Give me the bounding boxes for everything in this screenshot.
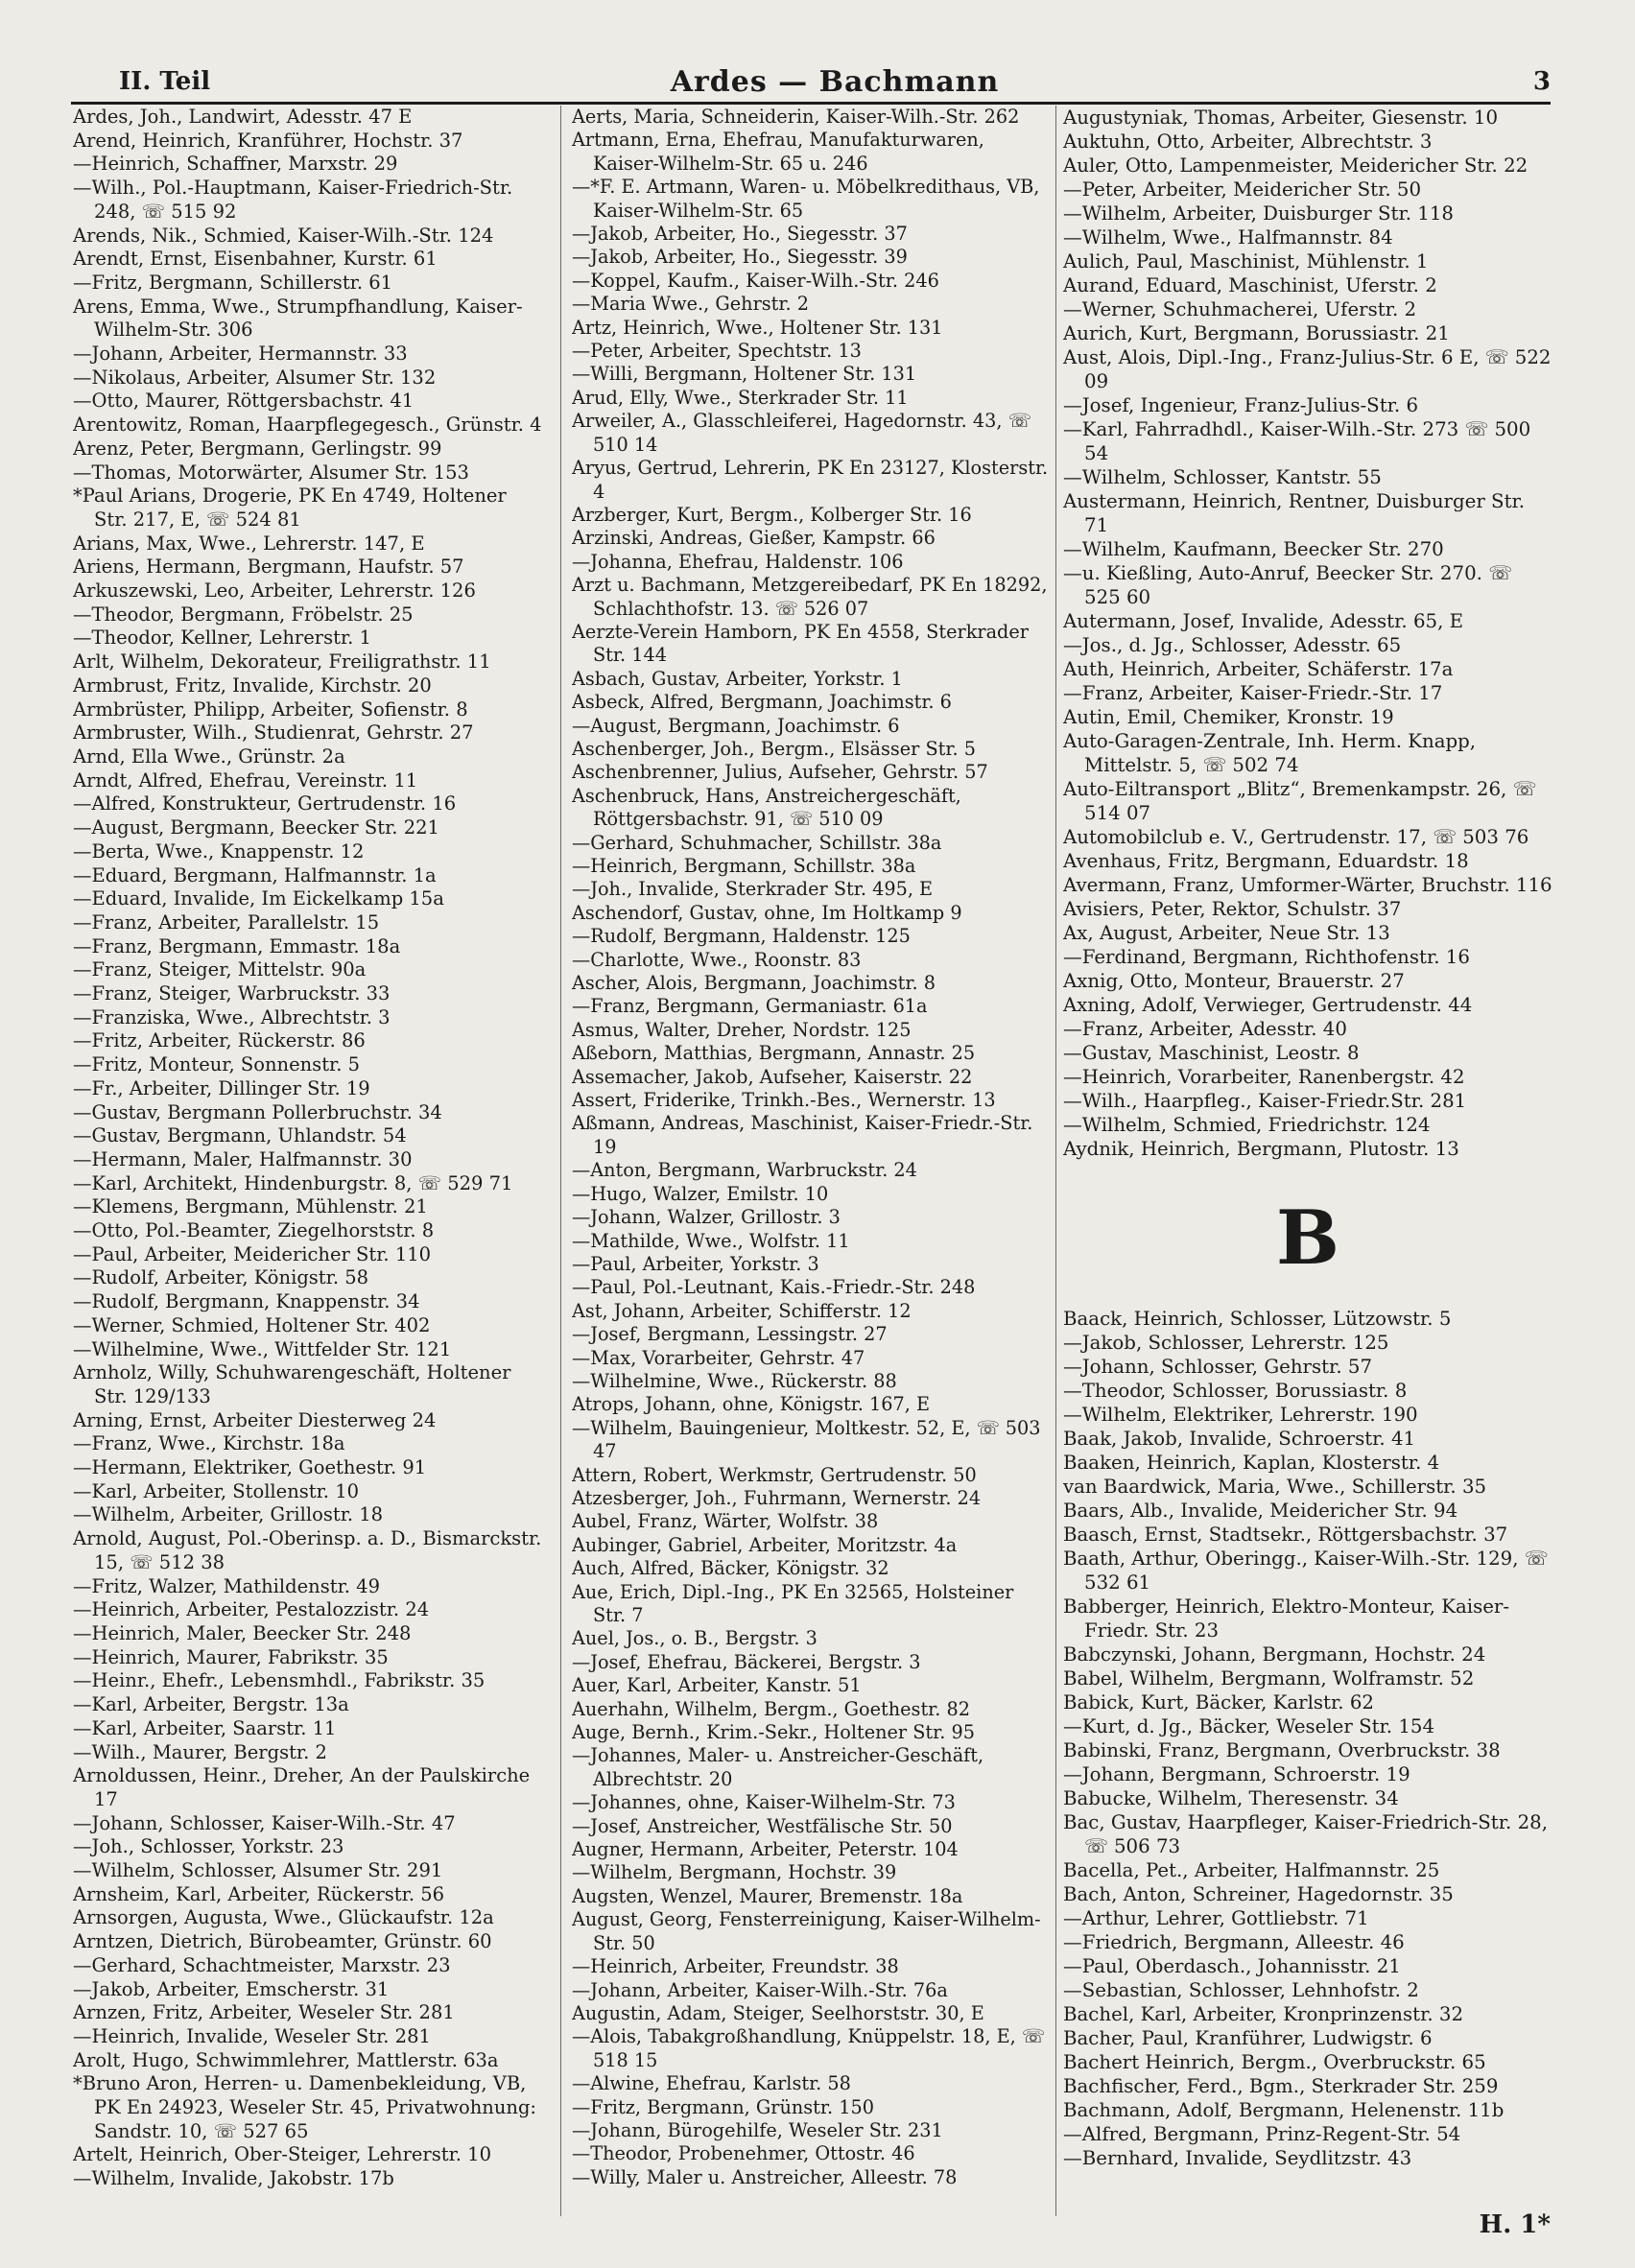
directory-entry: Baack, Heinrich, Schlosser, Lützowstr. 5: [1063, 1308, 1452, 1330]
directory-entry: Arning, Ernst, Arbeiter Diesterweg 24: [73, 1408, 437, 1431]
directory-entry: —Johanna, Ehefrau, Haldenstr. 106: [572, 550, 904, 573]
directory-entry: Babick, Kurt, Bäcker, Karlstr. 62: [1063, 1691, 1374, 1713]
directory-entry: Aue, Erich, Dipl.-Ing., PK En 32565, Holsteiner Str. 7: [572, 1580, 1014, 1626]
directory-entry: —Eduard, Invalide, Im Eickelkamp 15a: [73, 887, 444, 910]
directory-column-2: [572, 106, 1052, 2207]
directory-entry: —u. Kießling, Auto-Anruf, Beecker Str. 270. ☏ 525 60: [1063, 562, 1512, 608]
directory-entry: Armbrüster, Philipp, Arbeiter, Sofienstr. 8: [73, 697, 468, 721]
directory-entry: —Charlotte, Wwe., Roonstr. 83: [572, 948, 862, 971]
directory-entry: Aßeborn, Matthias, Bergmann, Annastr. 25: [572, 1042, 976, 1065]
directory-entry: Asbeck, Alfred, Bergmann, Joachimstr. 6: [572, 691, 952, 714]
directory-entry: Artelt, Heinrich, Ober-Steiger, Lehrerstr. 10: [73, 2143, 491, 2166]
directory-entry: —Hugo, Walzer, Emilstr. 10: [572, 1182, 829, 1205]
directory-entry: Axnig, Otto, Monteur, Brauerstr. 27: [1063, 970, 1405, 992]
directory-entry: —Gustav, Bergmann, Uhlandstr. 54: [73, 1124, 407, 1147]
directory-entry: Auerhahn, Wilhelm, Bergm., Goethestr. 82: [572, 1697, 970, 1720]
directory-entry: Arweiler, A., Glasschleiferei, Hagedornstr. 43, ☏ 510 14: [572, 410, 1031, 456]
page-running-title: Ardes — Bachmann: [670, 65, 1000, 99]
directory-entry: —Johannes, Maler- u. Anstreicher-Geschäft, Albrechtstr. 20: [572, 1744, 984, 1790]
directory-entry: —Johann, Bürogehilfe, Weseler Str. 231: [572, 2118, 943, 2141]
directory-entry: —Jakob, Schlosser, Lehrerstr. 125: [1063, 1332, 1389, 1354]
directory-entry: Auth, Heinrich, Arbeiter, Schäferstr. 17a: [1063, 658, 1454, 680]
directory-entry: Axning, Adolf, Verwieger, Gertrudenstr. 44: [1063, 994, 1473, 1016]
directory-entry: Arud, Elly, Wwe., Sterkrader Str. 11: [572, 386, 909, 409]
directory-entry: Aerts, Maria, Schneiderin, Kaiser-Wilh.-Str. 262: [572, 106, 1020, 128]
directory-entry: Arolt, Hugo, Schwimmlehrer, Mattlerstr. 63a: [73, 2048, 499, 2071]
directory-entry: —Franz, Wwe., Kirchstr. 18a: [73, 1432, 345, 1455]
directory-entry: —Gerhard, Schachtmeister, Marxstr. 23: [73, 1953, 451, 1976]
page-header: [119, 63, 1551, 102]
directory-entry: —August, Bergmann, Joachimstr. 6: [572, 714, 900, 737]
directory-entry: —Joh., Invalide, Sterkrader Str. 495, E: [572, 878, 934, 901]
directory-entry: —Willy, Maler u. Anstreicher, Alleestr. 78: [572, 2165, 958, 2188]
directory-entry: Atrops, Johann, ohne, Königstr. 167, E: [572, 1393, 931, 1416]
directory-entry: —Franz, Steiger, Mittelstr. 90a: [73, 958, 367, 981]
directory-entry: —Fritz, Bergmann, Schillerstr. 61: [73, 271, 393, 294]
directory-entry: Arnd, Ella Wwe., Grünstr. 2a: [73, 744, 345, 768]
directory-entry: —Heinrich, Vorarbeiter, Ranenbergstr. 42: [1063, 1066, 1465, 1088]
directory-entry: Arkuszewski, Leo, Arbeiter, Lehrerstr. 126: [73, 579, 476, 602]
directory-entry: —Friedrich, Bergmann, Alleestr. 46: [1063, 1931, 1405, 1953]
section-letter-b: B: [1276, 1194, 1339, 1282]
directory-entry: —Wilhelm, Arbeiter, Grillostr. 18: [73, 1503, 384, 1526]
directory-entry: Armbrust, Fritz, Invalide, Kirchstr. 20: [73, 673, 432, 697]
directory-entry: —Alfred, Bergmann, Prinz-Regent-Str. 54: [1063, 2123, 1461, 2145]
directory-entry: Automobilclub e. V., Gertrudenstr. 17, ☏ 503 76: [1063, 826, 1529, 848]
directory-entry: —Rudolf, Bergmann, Knappenstr. 34: [73, 1290, 420, 1313]
directory-entry: Bachel, Karl, Arbeiter, Kronprinzenstr. 32: [1063, 2003, 1464, 2025]
directory-entry: —Wilh., Haarpfleg., Kaiser-Friedr.Str. 281: [1063, 1090, 1467, 1112]
directory-entry: —Paul, Arbeiter, Meidericher Str. 110: [73, 1242, 432, 1265]
directory-entry: —Paul, Pol.-Leutnant, Kais.-Friedr.-Str. 248: [572, 1276, 976, 1299]
directory-entry: van Baardwick, Maria, Wwe., Schillerstr. 35: [1063, 1476, 1487, 1498]
directory-entry: —Heinrich, Arbeiter, Freundstr. 38: [572, 1955, 899, 1978]
directory-entry: —Karl, Architekt, Hindenburgstr. 8, ☏ 529 71: [73, 1171, 513, 1194]
directory-entry: —Fritz, Bergmann, Grünstr. 150: [572, 2095, 874, 2118]
directory-entry: Augsten, Wenzel, Maurer, Bremenstr. 18a: [572, 1884, 963, 1907]
directory-entry: —Peter, Arbeiter, Meidericher Str. 50: [1063, 178, 1422, 201]
directory-entry: Arzberger, Kurt, Bergm., Kolberger Str. 16: [572, 503, 972, 526]
directory-entry: *Bruno Aron, Herren- u. Damenbekleidung, VB, PK En 24923, Weseler Str. 45, Privatwohnung: Sandstr. 10, ☏ 527 65: [73, 2072, 537, 2142]
directory-entry: Arnzen, Fritz, Arbeiter, Weseler Str. 281: [73, 2001, 455, 2024]
directory-entry: —Jakob, Arbeiter, Ho., Siegesstr. 37: [572, 223, 908, 246]
directory-entry: Asmus, Walter, Dreher, Nordstr. 125: [572, 1018, 912, 1041]
directory-entry: Aschenbrenner, Julius, Aufseher, Gehrstr. 57: [572, 761, 988, 784]
directory-entry: —Franz, Arbeiter, Adesstr. 40: [1063, 1018, 1347, 1040]
directory-entry: —Johann, Arbeiter, Kaiser-Wilh.-Str. 76a: [572, 1978, 948, 2001]
directory-entry: —*F. E. Artmann, Waren- u. Möbelkredithaus, VB, Kaiser-Wilhelm-Str. 65: [572, 176, 1040, 222]
directory-entry: Assert, Friderike, Trinkh.-Bes., Wernerstr. 13: [572, 1089, 996, 1112]
directory-entry: Bach, Anton, Schreiner, Hagedornstr. 35: [1063, 1883, 1454, 1905]
directory-entry: Babczynski, Johann, Bergmann, Hochstr. 24: [1063, 1643, 1486, 1666]
directory-entry: —Wilhelm, Schlosser, Kantstr. 55: [1063, 466, 1382, 488]
directory-entry: Aschenbruck, Hans, Anstreichergeschäft, Röttgersbachstr. 91, ☏ 510 09: [572, 784, 961, 831]
directory-entry: Asbach, Gustav, Arbeiter, Yorkstr. 1: [572, 667, 903, 690]
directory-entry: Arendt, Ernst, Eisenbahner, Kurstr. 61: [73, 248, 438, 271]
directory-entry: —Wilhelm, Bauingenieur, Moltkestr. 52, E, ☏ 503 47: [572, 1416, 1041, 1463]
directory-entry: —Max, Vorarbeiter, Gehrstr. 47: [572, 1346, 865, 1369]
directory-entry: Artz, Heinrich, Wwe., Holtener Str. 131: [572, 316, 943, 339]
directory-entry: —Josef, Ingenieur, Franz-Julius-Str. 6: [1063, 394, 1419, 416]
directory-entry: —Theodor, Schlosser, Borussiastr. 8: [1063, 1380, 1408, 1402]
directory-entry: —Jakob, Arbeiter, Ho., Siegesstr. 39: [572, 246, 908, 269]
directory-entry: Arend, Heinrich, Kranführer, Hochstr. 37: [73, 129, 463, 152]
directory-entry: Arians, Max, Wwe., Lehrerstr. 147, E: [73, 532, 425, 555]
directory-entry: —Arthur, Lehrer, Gottliebstr. 71: [1063, 1907, 1369, 1929]
directory-entry: —Fritz, Arbeiter, Rückerstr. 86: [73, 1029, 366, 1052]
directory-entry: —Willi, Bergmann, Holtener Str. 131: [572, 363, 917, 386]
directory-entry: Ast, Johann, Arbeiter, Schifferstr. 12: [572, 1299, 912, 1322]
directory-entry: —Wilhelm, Schlosser, Alsumer Str. 291: [73, 1859, 443, 1882]
directory-entry: Auto-Eiltransport „Blitz“, Bremenkampstr. 26, ☏ 514 07: [1063, 778, 1537, 824]
directory-entry: —Heinrich, Invalide, Weseler Str. 281: [73, 2024, 431, 2047]
directory-entry: —Hermann, Maler, Halfmannstr. 30: [73, 1147, 413, 1170]
directory-entry: —Joh., Schlosser, Yorkstr. 23: [73, 1835, 344, 1858]
column-divider-1: [560, 106, 561, 2216]
directory-entry: —August, Bergmann, Beecker Str. 221: [73, 816, 439, 839]
directory-entry: —Franz, Bergmann, Germaniastr. 61a: [572, 995, 928, 1018]
directory-entry: —Wilhelm, Elektriker, Lehrerstr. 190: [1063, 1404, 1418, 1426]
directory-entry: *Paul Arians, Drogerie, PK En 4749, Holtener Str. 217, E, ☏ 524 81: [73, 484, 507, 531]
directory-column-3: [1063, 106, 1552, 2207]
directory-entry: —Ferdinand, Bergmann, Richthofenstr. 16: [1063, 946, 1470, 968]
directory-entry: Ascher, Alois, Bergmann, Joachimstr. 8: [572, 972, 936, 995]
directory-entry: —Johann, Schlosser, Gehrstr. 57: [1063, 1356, 1373, 1378]
directory-entry: —Heinrich, Maurer, Fabrikstr. 35: [73, 1645, 389, 1668]
directory-entry: —Wilhelm, Arbeiter, Duisburger Str. 118: [1063, 202, 1454, 224]
directory-entry: —Johannes, ohne, Kaiser-Wilhelm-Str. 73: [572, 1791, 956, 1814]
directory-entry: —Wilhelm, Bergmann, Hochstr. 39: [572, 1861, 897, 1884]
directory-entry: Aulich, Paul, Maschinist, Mühlenstr. 1: [1063, 250, 1429, 272]
directory-entry: —Wilh., Pol.-Hauptmann, Kaiser-Friedrich-Str. 248, ☏ 515 92: [73, 177, 513, 223]
directory-entry: Babberger, Heinrich, Elektro-Monteur, Kaiser-Friedr. Str. 23: [1063, 1595, 1510, 1642]
directory-entry: —Rudolf, Bergmann, Haldenstr. 125: [572, 925, 911, 948]
directory-entry: —Werner, Schmied, Holtener Str. 402: [73, 1313, 431, 1336]
directory-entry: Bacher, Paul, Kranführer, Ludwigstr. 6: [1063, 2027, 1433, 2049]
directory-entry: —Heinr., Ehefr., Lebensmhdl., Fabrikstr. 35: [73, 1669, 486, 1692]
directory-entry: —Johann, Walzer, Grillostr. 3: [572, 1206, 841, 1229]
directory-entry: Babinski, Franz, Bergmann, Overbruckstr. 38: [1063, 1739, 1501, 1761]
directory-entry: Aubel, Franz, Wärter, Wolfstr. 38: [572, 1510, 879, 1533]
directory-entry: Artmann, Erna, Ehefrau, Manufakturwaren, Kaiser-Wilhelm-Str. 65 u. 246: [572, 129, 984, 175]
directory-entry: —Klemens, Bergmann, Mühlenstr. 21: [73, 1195, 428, 1218]
directory-entry: —Rudolf, Arbeiter, Königstr. 58: [73, 1266, 369, 1289]
directory-entry: —Wilhelm, Wwe., Halfmannstr. 84: [1063, 226, 1393, 248]
directory-entry: —Fritz, Monteur, Sonnenstr. 5: [73, 1053, 361, 1076]
directory-entry: —Franz, Arbeiter, Kaiser-Friedr.-Str. 17: [1063, 682, 1443, 704]
directory-entry: Auler, Otto, Lampenmeister, Meidericher Str. 22: [1063, 154, 1528, 177]
directory-entry: —Heinrich, Maler, Beecker Str. 248: [73, 1622, 412, 1644]
directory-entry: —Karl, Arbeiter, Stollenstr. 10: [73, 1479, 360, 1502]
directory-entry: Autermann, Josef, Invalide, Adesstr. 65, E: [1063, 610, 1464, 632]
directory-column-1: [73, 106, 545, 2207]
directory-entry: Aßmann, Andreas, Maschinist, Kaiser-Friedr.-Str. 19: [572, 1112, 1033, 1158]
directory-entry: —Alois, Tabakgroßhandlung, Knüppelstr. 18, E, ☏ 518 15: [572, 2025, 1045, 2071]
directory-entry: —Fritz, Walzer, Mathildenstr. 49: [73, 1574, 380, 1597]
directory-entry: —Theodor, Probenehmer, Ottostr. 46: [572, 2142, 915, 2165]
directory-entry: August, Georg, Fensterreinigung, Kaiser-Wilhelm-Str. 50: [572, 1908, 1041, 1954]
page-number: 3: [1532, 67, 1551, 96]
directory-entry: —Alwine, Ehefrau, Karlstr. 58: [572, 2072, 851, 2095]
directory-entry: Bachert Heinrich, Bergm., Overbruckstr. 65: [1063, 2051, 1486, 2073]
directory-entry: —Otto, Maurer, Röttgersbachstr. 41: [73, 390, 415, 413]
directory-entry: Ariens, Hermann, Bergmann, Haufstr. 57: [73, 555, 464, 579]
directory-entry: —Eduard, Bergmann, Halfmannstr. 1a: [73, 863, 437, 886]
directory-entry: —Heinrich, Schaffner, Marxstr. 29: [73, 153, 398, 176]
directory-entry: —Franz, Steiger, Warbruckstr. 33: [73, 982, 391, 1005]
directory-entry: —Hermann, Elektriker, Goethestr. 91: [73, 1456, 427, 1479]
directory-entry: Arzinski, Andreas, Gießer, Kampstr. 66: [572, 527, 936, 550]
directory-entry: —Johann, Bergmann, Schroerstr. 19: [1063, 1763, 1410, 1785]
directory-entry: Arnsheim, Karl, Arbeiter, Rückerstr. 56: [73, 1882, 445, 1905]
directory-entry: Babucke, Wilhelm, Theresenstr. 34: [1063, 1787, 1399, 1809]
directory-entry: Aurich, Kurt, Bergmann, Borussiastr. 21: [1063, 322, 1450, 344]
directory-entry: —Franziska, Wwe., Albrechtstr. 3: [73, 1005, 391, 1028]
directory-entry: —Paul, Arbeiter, Yorkstr. 3: [572, 1252, 819, 1275]
directory-entry: Armbruster, Wilh., Studienrat, Gehrstr. 27: [73, 721, 474, 744]
directory-column-3-a-entries: [1063, 106, 1552, 1161]
directory-entry: —Heinrich, Bergmann, Schillstr. 38a: [572, 855, 916, 877]
directory-entry: Aurand, Eduard, Maschinist, Uferstr. 2: [1063, 274, 1437, 296]
directory-entry: Bac, Gustav, Haarpfleger, Kaiser-Friedrich-Str. 28, ☏ 506 73: [1063, 1811, 1548, 1857]
directory-entry: —Wilhelm, Schmied, Friedrichstr. 124: [1063, 1114, 1431, 1136]
directory-entry: —Josef, Anstreicher, Westfälische Str. 50: [572, 1814, 953, 1837]
directory-entry: Aryus, Gertrud, Lehrerin, PK En 23127, Klosterstr. 4: [572, 457, 1049, 503]
directory-entry: —Gustav, Bergmann Pollerbruchstr. 34: [73, 1100, 442, 1123]
directory-entry: Baaken, Heinrich, Kaplan, Klosterstr. 4: [1063, 1452, 1440, 1474]
directory-entry: Baars, Alb., Invalide, Meidericher Str. 94: [1063, 1500, 1458, 1522]
column-divider-2: [1055, 106, 1056, 2216]
directory-entry: —Kurt, d. Jg., Bäcker, Weseler Str. 154: [1063, 1715, 1435, 1737]
part-label: II. Teil: [119, 67, 211, 96]
directory-entry: Aust, Alois, Dipl.-Ing., Franz-Julius-Str. 6 E, ☏ 522 09: [1063, 346, 1552, 392]
directory-entry: Assemacher, Jakob, Aufseher, Kaiserstr. 22: [572, 1065, 973, 1088]
directory-entry: Auel, Jos., o. B., Bergstr. 3: [572, 1627, 818, 1650]
directory-entry: —Karl, Arbeiter, Bergstr. 13a: [73, 1693, 349, 1716]
directory-entry: —Theodor, Kellner, Lehrerstr. 1: [73, 626, 371, 650]
directory-entry: —Gustav, Maschinist, Leostr. 8: [1063, 1042, 1360, 1064]
directory-entry: —Werner, Schuhmacherei, Uferstr. 2: [1063, 298, 1417, 320]
directory-entry: Autin, Emil, Chemiker, Kronstr. 19: [1063, 706, 1394, 728]
directory-entry: Arnsorgen, Augusta, Wwe., Glückaufstr. 12a: [73, 1906, 494, 1929]
directory-entry: Arentowitz, Roman, Haarpflegegesch., Grünstr. 4: [73, 413, 542, 437]
directory-entry: Arends, Nik., Schmied, Kaiser-Wilh.-Str. 124: [73, 224, 494, 247]
directory-entry: Aerzte-Verein Hamborn, PK En 4558, Sterkrader Str. 144: [572, 620, 1029, 667]
directory-entry: —Heinrich, Arbeiter, Pestalozzistr. 24: [73, 1598, 430, 1621]
directory-entry: —Maria Wwe., Gehrstr. 2: [572, 293, 809, 316]
directory-entry: —Jakob, Arbeiter, Emscherstr. 31: [73, 1977, 390, 2000]
directory-entry: —Gerhard, Schuhmacher, Schillstr. 38a: [572, 831, 942, 854]
directory-entry: —Johann, Arbeiter, Hermannstr. 33: [73, 343, 408, 366]
directory-entry: —Mathilde, Wwe., Wolfstr. 11: [572, 1229, 850, 1252]
directory-entry: —Wilhelm, Kaufmann, Beecker Str. 270: [1063, 538, 1444, 560]
directory-entry: Ardes, Joh., Landwirt, Adesstr. 47 E: [73, 106, 413, 128]
directory-entry: Arndt, Alfred, Ehefrau, Vereinstr. 11: [73, 768, 418, 791]
directory-entry: Atzesberger, Joh., Fuhrmann, Wernerstr. 24: [572, 1486, 982, 1509]
directory-entry: Baasch, Ernst, Stadtsekr., Röttgersbachstr. 37: [1063, 1524, 1508, 1546]
directory-entry: —Franz, Bergmann, Emmastr. 18a: [73, 934, 401, 957]
directory-entry: —Josef, Bergmann, Lessingstr. 27: [572, 1323, 888, 1346]
header-rule: [71, 102, 1551, 105]
directory-entry: Arens, Emma, Wwe., Strumpfhandlung, Kaiser-Wilhelm-Str. 306: [73, 295, 523, 342]
directory-entry: —Franz, Arbeiter, Parallelstr. 15: [73, 910, 380, 933]
directory-entry: —Peter, Arbeiter, Spechtstr. 13: [572, 340, 862, 363]
directory-entry: —Otto, Pol.-Beamter, Ziegelhorststr. 8: [73, 1219, 435, 1242]
directory-column-3-b-entries: [1063, 1307, 1552, 2170]
directory-entry: Augustin, Adam, Steiger, Seelhorststr. 30, E: [572, 2001, 984, 2024]
directory-entry: Bachfischer, Ferd., Bgm., Sterkrader Str. 259: [1063, 2075, 1499, 2097]
directory-entry: Auktuhn, Otto, Arbeiter, Albrechtstr. 3: [1063, 130, 1433, 153]
directory-entry: Aydnik, Heinrich, Bergmann, Plutostr. 13: [1063, 1138, 1459, 1160]
directory-entry: Aschendorf, Gustav, ohne, Im Holtkamp 9: [572, 901, 962, 924]
directory-entry: —Berta, Wwe., Knappenstr. 12: [73, 839, 365, 862]
directory-entry: Arnoldussen, Heinr., Dreher, An der Paulskirche 17: [73, 1764, 531, 1810]
directory-entry: —Bernhard, Invalide, Seydlitzstr. 43: [1063, 2147, 1412, 2169]
directory-entry: —Koppel, Kaufm., Kaiser-Wilh.-Str. 246: [572, 269, 939, 292]
directory-entry: Baak, Jakob, Invalide, Schroerstr. 41: [1063, 1428, 1416, 1450]
directory-entry: —Paul, Oberdasch., Johannisstr. 21: [1063, 1955, 1401, 1977]
directory-entry: Aschenberger, Joh., Bergm., Elsässer Str. 5: [572, 737, 976, 760]
directory-entry: —Thomas, Motorwärter, Alsumer Str. 153: [73, 461, 469, 484]
directory-entry: —Wilhelmine, Wwe., Wittfelder Str. 121: [73, 1337, 452, 1360]
directory-entry: —Wilhelm, Invalide, Jakobstr. 17b: [73, 2167, 394, 2190]
directory-entry: —Sebastian, Schlosser, Lehnhofstr. 2: [1063, 1979, 1419, 2001]
directory-entry: Arlt, Wilhelm, Dekorateur, Freiligrathstr. 11: [73, 650, 491, 673]
directory-entry: —Josef, Ehefrau, Bäckerei, Bergstr. 3: [572, 1650, 921, 1673]
directory-entry: —Theodor, Bergmann, Fröbelstr. 25: [73, 602, 414, 626]
directory-entry: Avenhaus, Fritz, Bergmann, Eduardstr. 18: [1063, 850, 1469, 872]
directory-entry: —Wilh., Maurer, Bergstr. 2: [73, 1740, 327, 1763]
directory-entry: Arenz, Peter, Bergmann, Gerlingstr. 99: [73, 437, 442, 460]
directory-entry: Auch, Alfred, Bäcker, Königstr. 32: [572, 1557, 889, 1580]
directory-entry: Avermann, Franz, Umformer-Wärter, Bruchstr. 116: [1063, 874, 1552, 896]
directory-entry: —Jos., d. Jg., Schlosser, Adesstr. 65: [1063, 634, 1402, 656]
directory-entry: Augner, Hermann, Arbeiter, Peterstr. 104: [572, 1838, 959, 1861]
directory-entry: —Johann, Schlosser, Kaiser-Wilh.-Str. 47: [73, 1811, 456, 1834]
directory-entry: —Nikolaus, Arbeiter, Alsumer Str. 132: [73, 366, 437, 389]
directory-entry: —Wilhelmine, Wwe., Rückerstr. 88: [572, 1369, 897, 1392]
signature-mark: H. 1*: [1479, 2210, 1551, 2239]
directory-entry: Arntzen, Dietrich, Bürobeamter, Grünstr. 60: [73, 1930, 492, 1953]
directory-entry: Ax, August, Arbeiter, Neue Str. 13: [1063, 922, 1390, 944]
directory-entry: —Alfred, Konstrukteur, Gertrudenstr. 16: [73, 792, 457, 815]
directory-entry: Aubinger, Gabriel, Arbeiter, Moritzstr. 4a: [572, 1533, 958, 1556]
directory-entry: —Fr., Arbeiter, Dillinger Str. 19: [73, 1076, 370, 1099]
directory-entry: Avisiers, Peter, Rektor, Schulstr. 37: [1063, 898, 1402, 920]
directory-entry: Arnold, August, Pol.-Oberinsp. a. D., Bismarckstr. 15, ☏ 512 38: [73, 1527, 542, 1573]
directory-entry: Austermann, Heinrich, Rentner, Duisburger Str. 71: [1063, 490, 1526, 536]
directory-entry: —Karl, Fahrradhdl., Kaiser-Wilh.-Str. 273 ☏ 500 54: [1063, 418, 1531, 464]
directory-entry: Bacella, Pet., Arbeiter, Halfmannstr. 25: [1063, 1859, 1440, 1881]
directory-entry: Augustyniak, Thomas, Arbeiter, Giesenstr. 10: [1063, 106, 1499, 129]
directory-entry: Arnholz, Willy, Schuhwarengeschäft, Holtener Str. 129/133: [73, 1361, 511, 1407]
directory-entry: —Anton, Bergmann, Warbruckstr. 24: [572, 1159, 917, 1182]
directory-entry: —Karl, Arbeiter, Saarstr. 11: [73, 1716, 337, 1739]
directory-entry: Auto-Garagen-Zentrale, Inh. Herm. Knapp, Mittelstr. 5, ☏ 502 74: [1063, 730, 1477, 776]
directory-entry: Babel, Wilhelm, Bergmann, Wolframstr. 52: [1063, 1667, 1475, 1689]
directory-entry: Bachmann, Adolf, Bergmann, Helenenstr. 11b: [1063, 2099, 1505, 2121]
directory-entry: Attern, Robert, Werkmstr, Gertrudenstr. 50: [572, 1463, 977, 1486]
directory-entry: Baath, Arthur, Oberingg., Kaiser-Wilh.-Str. 129, ☏ 532 61: [1063, 1547, 1549, 1594]
directory-entry: Auer, Karl, Arbeiter, Kanstr. 51: [572, 1674, 862, 1697]
directory-entry: Auge, Bernh., Krim.-Sekr., Holtener Str. 95: [572, 1721, 975, 1744]
directory-entry: Arzt u. Bachmann, Metzgereibedarf, PK En 18292, Schlachthofstr. 13. ☏ 526 07: [572, 574, 1048, 620]
